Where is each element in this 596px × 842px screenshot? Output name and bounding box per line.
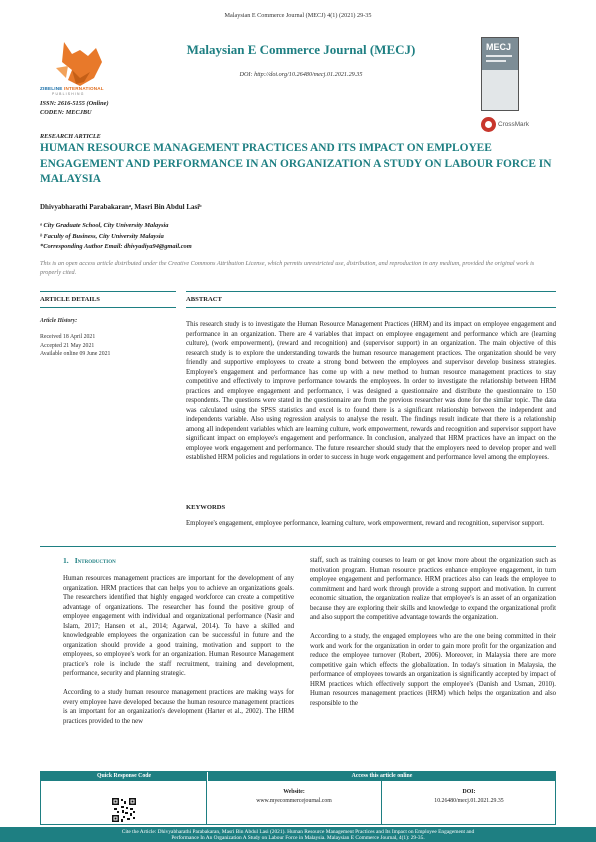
section-number: 1. bbox=[63, 556, 69, 565]
keywords-heading: KEYWORDS bbox=[186, 504, 226, 511]
publisher-subtitle: PUBLISHING bbox=[52, 92, 85, 96]
qr-heading: Quick Response Code bbox=[41, 772, 207, 781]
section-heading-introduction bbox=[63, 556, 116, 565]
website-cell bbox=[207, 781, 382, 825]
doi-label: DOI: bbox=[462, 789, 476, 795]
cover-image bbox=[482, 70, 519, 111]
online-date: Available online 09 June 2021 bbox=[40, 351, 111, 358]
publisher-name-1: ZIBELINE bbox=[40, 86, 63, 91]
journal-cover bbox=[481, 37, 519, 111]
website-link[interactable]: www.myecommercejournal.com bbox=[256, 798, 332, 804]
paragraph: According to a study human resource management practices are making ways for every employee have developed because the human resource management practices is an important for an organization's development (Harter et al., 2002). The HRM practices provided to the new bbox=[63, 689, 294, 725]
divider bbox=[186, 291, 556, 292]
keywords-text: Employee's engagement, employee performance, learning culture, work empowerment, reward and recognition, supervisor support. bbox=[186, 520, 544, 527]
journal-doi[interactable]: DOI: http://doi.org/10.26480/mecj.01.2021.29.35 bbox=[239, 71, 363, 78]
paragraph: According to a study, the engaged employees who are the one being committed in their work and work for the organization in order to gain more profit for the organization and reduce the employee turnover (Robert, 2006). Moreover, in Malaysia there are more competitive gain which effects the globalization. In today's situation in Malaysia, the performance of employees towards an organization is significantly accepted by impact of HRM practices which effectively support the employee's (Danish and Usman, 2010). Human resources management practices (HRM) which helps the organization and also responsible to the bbox=[310, 633, 556, 707]
corresponding-author: *Corresponding Author Email: dhivyadiya94@gmail.com bbox=[40, 243, 192, 250]
running-head: Malaysian E Commerce Journal (MECJ) 4(1) (2021) 29-35 bbox=[224, 12, 372, 19]
crossmark-label: CrossMark bbox=[498, 121, 529, 128]
fox-logo-icon bbox=[42, 38, 124, 90]
affiliations bbox=[40, 221, 192, 253]
doi-cell bbox=[382, 781, 556, 825]
article-type: RESEARCH ARTICLE bbox=[40, 133, 101, 140]
article-title: HUMAN RESOURCE MANAGEMENT PRACTICES AND ITS IMPACT ON EMPLOYEE ENGAGEMENT AND PERFORMANCE IN AN ORGANIZATION A STUDY ON LABOUR FORCE IN MALAYSIA bbox=[40, 142, 552, 185]
issn: ISSN: 2616-5155 (Online) bbox=[40, 100, 109, 107]
publisher-name bbox=[40, 86, 126, 91]
article-details-heading: ARTICLE DETAILS bbox=[40, 296, 100, 303]
abstract-heading: ABSTRACT bbox=[186, 296, 222, 303]
paragraph: staff, such as training courses to learn or get know more about the organization such as motivation program. Human resource practices enhance employee engagement, in turn employee engagement and performance. HRM practices also can leads the employee to commitment and hard work through provide a strong support and motivation. In current economic situation, the organization realize that employee's is an asset of an organization because they are exploring their skills and knowledge to expand the organizational profit and also support the competitive advantage towards the organization. bbox=[310, 557, 556, 621]
crossmark-badge[interactable] bbox=[481, 117, 541, 137]
affiliation-a: ᵃ City Graduate School, City University Malaysia bbox=[40, 222, 169, 229]
doi-link[interactable]: 10.26480/mecj.01.2021.29.35 bbox=[434, 798, 504, 804]
website-label: Website: bbox=[283, 789, 305, 795]
access-table bbox=[40, 771, 556, 825]
divider bbox=[40, 307, 176, 308]
qr-cell bbox=[41, 781, 207, 825]
cover-line bbox=[486, 60, 506, 62]
cover-line bbox=[486, 55, 512, 57]
authors: Dhivyabharathi Parabakaranᵃ, Masri Bin Abdul Lasiᵇ bbox=[40, 203, 202, 211]
abstract-text: This research study is to investigate the Human Resource Management Practices (HRM) and its impact on employee engagement and performance in an organization. There are 4 variables that impact on employee engagement and performance which are (learning culture), (work empowerment), (reward and recognition) and (supervisor support) in an organization. The main objective of this research study is to explore the understanding towards the human resource management practices. The organization should be very friendly and supportive employees to create a strong bond between the employees and supervisor develop business strategies. Employee's engagement and performance has come up with a new method to human resource management practices to stay competitive and effectively to improve performance towards the employees. In order to investigate the relationship between HRM practices and employee engagement and performance, i was designed a questionnaire and distribute the questionnaire to 150 respondents. The questions were stated in the questionnaire are from the previous researcher was done for the similar topic. The data was calculated using the SPSS statistics and excel is to found there is a significant relationship between the independent and independents variable. Also using regression analysis to analyse the result. The findings result indicate that there is a relationship among all independent variables which are learning culture, work empowerment, rewards and recognition and supervisor support have significant impact on employee's engagement and performance. In conclusion, analyzed that HRM practices have an impact on the employee work engagement and performance. The future researcher should study that the employers need to develop proper and well established HRM policies and regulations in order to success in huge work engagement and performance level among the employees. bbox=[186, 321, 556, 461]
coden: CODEN: MECJBU bbox=[40, 109, 92, 116]
section-title: Introduction bbox=[74, 556, 116, 565]
affiliation-b: ᵇ Faculty of Business, City University Malaysia bbox=[40, 232, 164, 240]
divider bbox=[40, 291, 176, 292]
body-column-right bbox=[310, 556, 556, 718]
access-heading: Access this article online bbox=[207, 772, 556, 781]
citation-line-2: Performance In An Organization A Study on Labour Force in Malaysia. Malaysian E Commerce Journal, 4(1): 29-35. bbox=[171, 835, 425, 842]
received-date: Received 18 April 2021 bbox=[40, 334, 96, 341]
history-heading: Article History: bbox=[40, 318, 78, 324]
paragraph: Human resources management practices are important for the development of any organization. HRM practices that can helps you to achieve an organizations goals. The researchers identified that highly engaged workforce can create a competitive advantage of organizations. The researcher has found the positive group of employee engagement with individual and organizational performance (Nasir and Islam, 2017; Hansen et al., 2014; Agarwal, 2014). To have a skilled and knowledgeable employees the organization can be successful in future and the organization should provide a good training, motivation and support to the employees, so employee's work for an organization. Human Resource Management practice's role is include the staff recruitment, training and development, performance, security and planning strategic. bbox=[63, 575, 294, 677]
qr-code-icon[interactable] bbox=[111, 797, 137, 823]
publisher-name-2: INTERNATIONAL bbox=[64, 86, 104, 91]
crossmark-icon bbox=[481, 117, 496, 132]
citation-text bbox=[40, 829, 556, 841]
citation-line-1: Cite the Article: Dhivyabharathi Parabakaran, Masri Bin Abdul Lasi (2021). Human Resource Management Practices and Its Impact on Employee Engagement and bbox=[121, 829, 475, 835]
accepted-date: Accepted 21 May 2021 bbox=[40, 342, 95, 349]
divider bbox=[186, 307, 556, 308]
journal-title: Malaysian E Commerce Journal (MECJ) bbox=[186, 42, 416, 57]
license-statement: This is an open access article distributed under the Creative Commons Attribution License, which permits unrestricted use, distribution, and reproduction in any medium, provided the original work is properly cited. bbox=[40, 260, 535, 276]
cover-title: MECJ bbox=[486, 42, 512, 52]
issn-block bbox=[40, 99, 109, 117]
article-history bbox=[40, 317, 170, 359]
divider bbox=[40, 546, 556, 547]
body-column-left bbox=[63, 574, 294, 736]
